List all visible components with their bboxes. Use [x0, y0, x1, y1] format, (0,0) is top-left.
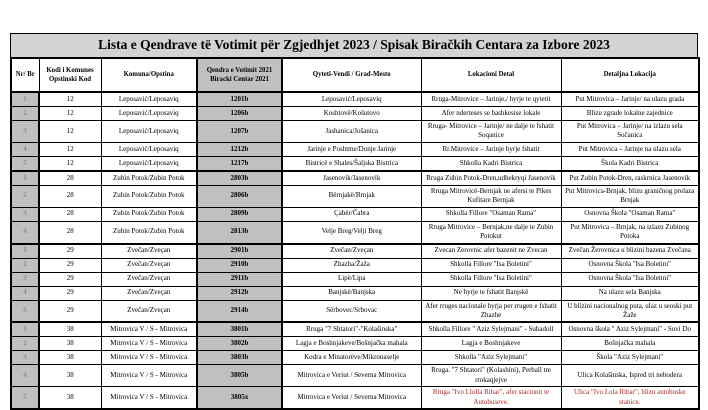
municipality-code: 38: [39, 337, 101, 351]
municipality-code: 12: [39, 156, 101, 171]
municipality-name: Leposavić/Leposaviq: [101, 120, 197, 142]
municipality-name: Mitrovica V / S - Mitrovica: [101, 351, 197, 365]
row-number: 4: [11, 142, 39, 156]
location-detail-sr: Put Mitrovica-Brnjak, blizu graničnog prelaza Brnjak: [561, 185, 699, 207]
voting-center-code: 3805b: [197, 365, 282, 387]
place-name: Zvečan/Zveçan: [282, 244, 421, 259]
voting-centers-table: [10, 57, 700, 410]
place-name: Bistricë e Shales/Šaljska Bistrica: [282, 156, 421, 171]
row-number: 4: [11, 365, 39, 387]
row-number: 2: [11, 258, 39, 272]
municipality-code: 29: [39, 258, 101, 272]
location-detail-sr: U blizini nacionalnog puta, ulaz u seoski put Žaže: [561, 300, 699, 322]
location-detail-sq: Rruga Zubin Potok-Dren,udhekryqi Jasenovik: [421, 171, 561, 186]
municipality-name: Mitrovica V / S - Mitrovica: [101, 387, 197, 409]
municipality-name: Zubin Potok/Zubin Potok: [101, 171, 197, 186]
place-name: Koshtovë/Košutovo: [282, 106, 421, 120]
table-header: [11, 58, 699, 92]
location-detail-sq: Rruga-Mitrovice – Jarinje,/ hyrje te qytetit: [421, 92, 561, 107]
voting-center-code: 3803b: [197, 351, 282, 365]
place-name: Leposavić/Leposaviq: [282, 92, 421, 107]
location-detail-sr: Škola Kadri Bistrica: [561, 156, 699, 171]
location-detail-sq: Afer nderteses se bashkesise lokale: [421, 106, 561, 120]
location-detail-sr: Put Zubin Potok-Dren, raskrnica Jasenovik: [561, 171, 699, 186]
municipality-name: Zvečan/Zveçan: [101, 244, 197, 259]
page-title: Lista e Qendrave të Votimit për Zgjedhjet 2023 / Spisak Biračkih Centara za Izbore 2023: [10, 33, 698, 57]
municipality-code: 28: [39, 185, 101, 207]
row-number: 3: [11, 207, 39, 221]
table-row: [11, 387, 699, 409]
municipality-code: 12: [39, 142, 101, 156]
municipality-name: Mitrovica V / S - Mitrovica: [101, 365, 197, 387]
place-name: Zhazha/Žaža: [282, 258, 421, 272]
municipality-code: 28: [39, 207, 101, 221]
row-number: 1: [11, 244, 39, 259]
voting-center-code: 3805x: [197, 387, 282, 409]
location-detail-sq: Shkolla Fillore " Aziz Sylejmani" - Suhadoll: [421, 322, 561, 337]
row-number: 5: [11, 300, 39, 322]
location-detail-sr: Put Mitrovica – Jarinje/ na izlazu sela Sočanica: [561, 120, 699, 142]
table-row: [11, 365, 699, 387]
voting-center-code: 1217b: [197, 156, 282, 171]
municipality-name: Leposavić/Leposaviq: [101, 142, 197, 156]
location-detail-sq: Rruga. "7 Shtatori" (Kolashini), Perball tre rrokaqjejve: [421, 365, 561, 387]
location-detail-sr: Bošnjačka mahala: [561, 337, 699, 351]
municipality-name: Leposavić/Leposaviq: [101, 106, 197, 120]
voting-center-code: 1207b: [197, 120, 282, 142]
table-row: [11, 300, 699, 322]
municipality-code: 38: [39, 351, 101, 365]
table-row: [11, 156, 699, 171]
municipality-code: 38: [39, 365, 101, 387]
location-detail-sr: Blizu zgrade lokalne zajednice: [561, 106, 699, 120]
voting-center-code: 2910b: [197, 258, 282, 272]
col-header-municipality: Komuna/Opstina: [101, 58, 197, 92]
municipality-code: 12: [39, 120, 101, 142]
location-detail-sq: Shkolla Kadri Bistrica: [421, 156, 561, 171]
location-detail-sr: Osnovna Škola "Osaman Rama": [561, 207, 699, 221]
location-detail-sq: Rruga Mitrovicë-Bernjak ne afersi te Pikes Kufitare Bernjak: [421, 185, 561, 207]
location-detail-sr: Osnovna škola " Aziz Sylejmani" - Suvi Do: [561, 322, 699, 337]
municipality-code: 12: [39, 106, 101, 120]
place-name: Velje Breg/Velji Breg: [282, 221, 421, 243]
table-row: [11, 322, 699, 337]
row-number: 1: [11, 322, 39, 337]
municipality-name: Zvečan/Zveçan: [101, 258, 197, 272]
location-detail-sr: Osnovna Škola "Isa Boletini": [561, 258, 699, 272]
location-detail-sq: Rruga Mitrovice – Bernjak,ne dalje te Zubin Potokut: [421, 221, 561, 243]
municipality-name: Zvečan/Zveçan: [101, 300, 197, 322]
row-number: 4: [11, 221, 39, 243]
voting-center-code: 2809b: [197, 207, 282, 221]
location-detail-sq: Rruga "Ivo Llolla Ribar", afer stacionit te Autobuseve.: [421, 387, 561, 409]
location-detail-sq: Lagja e Boshnjakeve: [421, 337, 561, 351]
table-row: [11, 171, 699, 186]
row-number: 2: [11, 185, 39, 207]
row-number: 4: [11, 286, 39, 300]
location-detail-sq: Shkolla "Aziz Sylejmani": [421, 351, 561, 365]
place-name: Jasenovik/Jasenovik: [282, 171, 421, 186]
voting-center-code: 2912b: [197, 286, 282, 300]
municipality-code: 38: [39, 387, 101, 409]
location-detail-sq: Shkolla Fillore "Isa Boletini": [421, 258, 561, 272]
location-detail-sr: Zvečan Žerovnica u blizini bazena Zvečana: [561, 244, 699, 259]
municipality-name: Zubin Potok/Zubin Potok: [101, 207, 197, 221]
row-number: 3: [11, 120, 39, 142]
municipality-code: 28: [39, 171, 101, 186]
table-row: [11, 185, 699, 207]
municipality-name: Leposavić/Leposaviq: [101, 92, 197, 107]
table-row: [11, 120, 699, 142]
municipality-code: 38: [39, 322, 101, 337]
table-row: [11, 286, 699, 300]
location-detail-sq: Ne hyrje te fshatit Banjskë: [421, 286, 561, 300]
row-number: 1: [11, 171, 39, 186]
place-name: Lipë/Lipa: [282, 272, 421, 286]
location-detail-sr: Ulica Kolašinska, Ispred tri nebodera: [561, 365, 699, 387]
location-detail-sq: Zvecan Zerovnic afer bazenit ne Zvecan: [421, 244, 561, 259]
place-name: Jashanica/Jošanica: [282, 120, 421, 142]
voting-center-code: 2806b: [197, 185, 282, 207]
location-detail-sr: Osnovna Škola "Isa Boletini": [561, 272, 699, 286]
table-row: [11, 142, 699, 156]
voting-center-code: 2901b: [197, 244, 282, 259]
table-row: [11, 244, 699, 259]
location-detail-sq: Rruga- Mitrovice – Jarinje/ ne dalje te fshatit Soqanice: [421, 120, 561, 142]
voting-center-code: 1201b: [197, 92, 282, 107]
municipality-name: Zubin Potok/Zubin Potok: [101, 221, 197, 243]
place-name: Kodra e Minatorëve/Mikronaselje: [282, 351, 421, 365]
municipality-name: Zubin Potok/Zubin Potok: [101, 185, 197, 207]
voting-center-code: 3801b: [197, 322, 282, 337]
table-row: [11, 351, 699, 365]
place-name: Çabër/Čabra: [282, 207, 421, 221]
location-detail-sr: Put Mitrovica – Jarinje/ na ulazu grada: [561, 92, 699, 107]
location-detail-sq: Shkolla Fillore "Osaman Rama": [421, 207, 561, 221]
voting-center-code: 2914b: [197, 300, 282, 322]
voting-center-code: 3802b: [197, 337, 282, 351]
location-detail-sr: Škola "Aziz Sylejmani": [561, 351, 699, 365]
location-detail-sq: Rr.Mitrovice – Jarinje hyrje fshatit: [421, 142, 561, 156]
col-header-voting-center: Qendra e Votimit 2021 Biracki Centar 2021: [197, 58, 282, 92]
location-detail-sr: Ulica "Ivo Lola Ribar", blizu autobuske stanice.: [561, 387, 699, 409]
table-row: [11, 92, 699, 107]
location-detail-sr: Put Mitrovica – Brnjak, na izlazu Zubinog Potoka: [561, 221, 699, 243]
row-number: 2: [11, 337, 39, 351]
voting-center-code: 1212b: [197, 142, 282, 156]
table-row: [11, 207, 699, 221]
voting-center-code: 2803b: [197, 171, 282, 186]
municipality-code: 29: [39, 244, 101, 259]
municipality-name: Mitrovica V / S - Mitrovica: [101, 337, 197, 351]
municipality-name: Leposavić/Leposaviq: [101, 156, 197, 171]
table-row: [11, 258, 699, 272]
col-header-detailed-location: Detaljna Lokacija: [561, 58, 699, 92]
location-detail-sq: Shkolla Fillore "Isa Boletini": [421, 272, 561, 286]
place-name: Mitrovica e Veriut / Severna Mitrovica: [282, 387, 421, 409]
table-row: [11, 337, 699, 351]
row-number: 5: [11, 387, 39, 409]
municipality-name: Mitrovica V / S - Mitrovica: [101, 322, 197, 337]
place-name: Sërbovec/Srbovac: [282, 300, 421, 322]
table-row: [11, 221, 699, 243]
voting-center-code: 2813b: [197, 221, 282, 243]
table-body: [11, 92, 699, 409]
municipality-code: 28: [39, 221, 101, 243]
col-header-municipality-code: Kodi i Komunes Opstinski Kod: [39, 58, 101, 92]
row-number: 1: [11, 92, 39, 107]
place-name: Jarinje e Poshtme/Donje Jarinje: [282, 142, 421, 156]
row-number: 3: [11, 351, 39, 365]
place-name: Lagja e Boshnjakeve/Bošnjačka mahala: [282, 337, 421, 351]
col-header-location-detail: Lokacioni Detal: [421, 58, 561, 92]
place-name: Mitrovica e Veriut / Severna Mitrovica: [282, 365, 421, 387]
row-number: 2: [11, 106, 39, 120]
municipality-code: 29: [39, 272, 101, 286]
table-row: [11, 106, 699, 120]
location-detail-sr: Put Mitrovica – Jarinje na ulazu sela: [561, 142, 699, 156]
table-row: [11, 272, 699, 286]
col-header-nr-br: Nr/ Br: [11, 58, 39, 92]
municipality-name: Zvečan/Zveçan: [101, 272, 197, 286]
municipality-code: 29: [39, 300, 101, 322]
place-name: Bërnjakë/Brnjak: [282, 185, 421, 207]
table-header-row: [11, 58, 699, 92]
place-name: Rruga "7 Shtatori"-"Kolašinska": [282, 322, 421, 337]
col-header-city-place: Qyteti-Vendi / Grad-Mesto: [282, 58, 421, 92]
place-name: Banjskë/Banjska: [282, 286, 421, 300]
municipality-name: Zvečan/Zveçan: [101, 286, 197, 300]
municipality-code: 12: [39, 92, 101, 107]
municipality-code: 29: [39, 286, 101, 300]
row-number: 3: [11, 272, 39, 286]
location-detail-sq: Afer rruges nacionale hyrja per rrugen e fshatit Zhazhe: [421, 300, 561, 322]
row-number: 5: [11, 156, 39, 171]
voting-center-code: 1206b: [197, 106, 282, 120]
voting-center-code: 2911b: [197, 272, 282, 286]
location-detail-sr: Na ulazu sela Banjska: [561, 286, 699, 300]
